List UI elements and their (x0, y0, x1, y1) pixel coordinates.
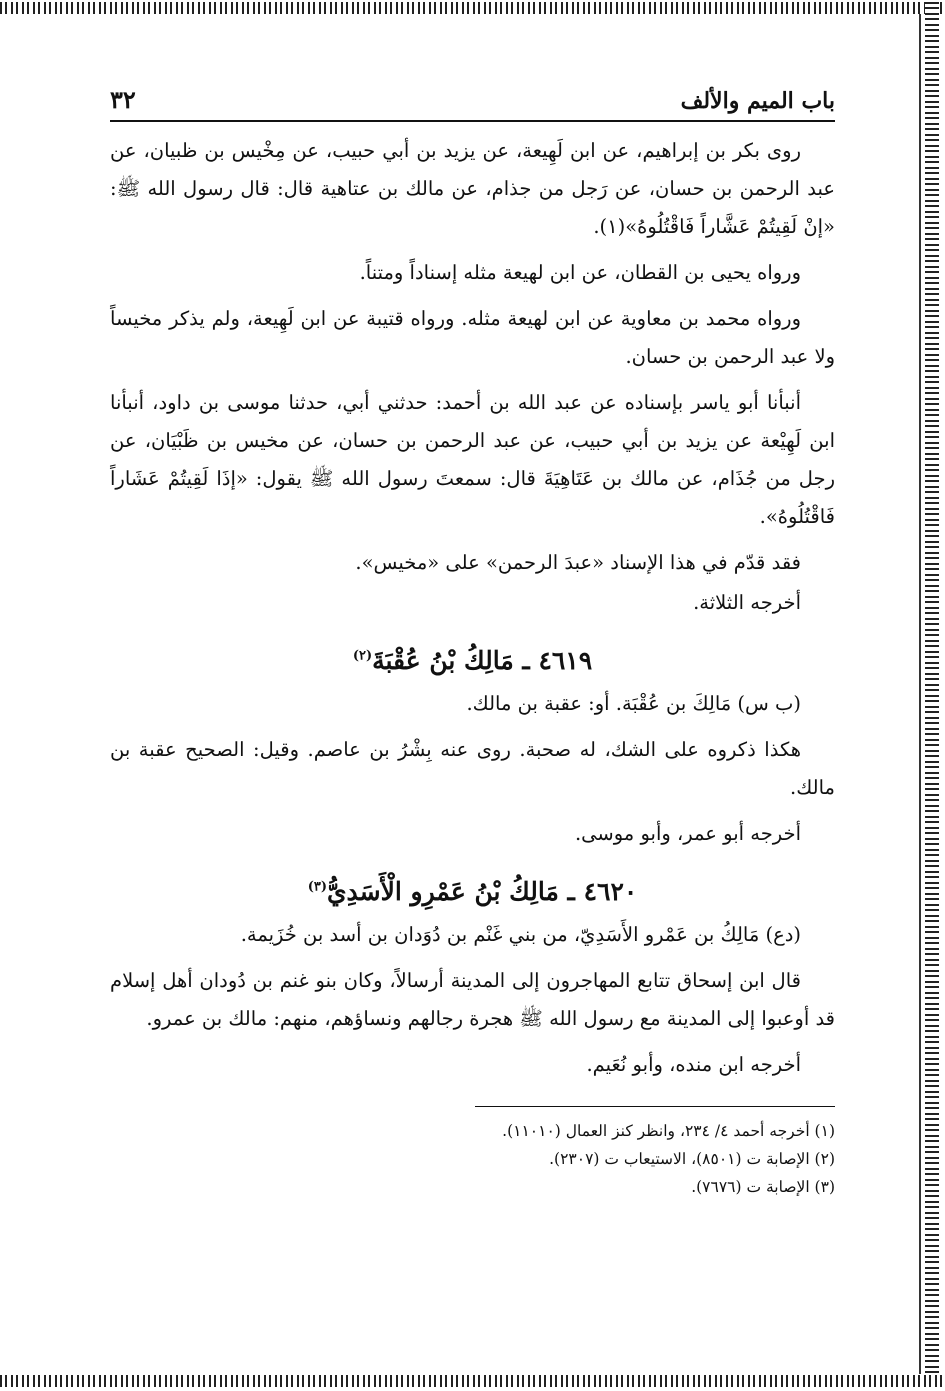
footnote: (٣) الإصابة ت (٧٦٧٦). (691, 1178, 835, 1196)
paragraph: ورواه محمد بن معاوية عن ابن لهيعة مثله. ورواه قتيبة عن ابن لَهِيعة، ولم يذكر مخيساً ولا عبد الرحمن بن حسان. (110, 307, 835, 368)
paragraph: قال ابن إسحاق تتابع المهاجرون إلى المدينة أرسالاً، وكان بنو غنم بن دُودان أهل إسلام قد أوعبوا إلى المدينة مع رسول الله ﷺ هجرة رجالهم ونساؤهم، منهم: مالك بن عمرو. (110, 969, 835, 1030)
page-body (110, 82, 835, 1201)
entry-heading (110, 646, 835, 675)
decorative-border-bottom (0, 1375, 945, 1387)
footnote: (٢) الإصابة ت (٨٥٠١)، الاستيعاب ت (٢٣٠٧). (549, 1150, 835, 1168)
paragraph: روى بكر بن إبراهيم، عن ابن لَهِيعة، عن يزيد بن أبي حبيب، عن مِخْيس بن ظبيان، عن عبد الرحمن بن حسان، عن رَجل من جذام، عن مالك بن عتاهية قال: قال رسول الله ﷺ: «إنْ لَقِيتُمْ عَشَّاراً فَاقْتُلُوهُ»(١). (110, 139, 835, 238)
paragraph: (دع) مَالِكُ بن عَمْرو الأَسَدِيّ، من بني غَنْم بن دُوَدان بن أسد بن خُزَيمة. (240, 923, 801, 946)
page-number: ٣٢ (110, 85, 136, 114)
border-rule (919, 14, 921, 1374)
paragraph: ورواه يحيى بن القطان، عن ابن لهيعة مثله إسناداً ومتناً. (359, 261, 801, 284)
paragraph: هكذا ذكروه على الشك، له صحبة. روى عنه بِشْرُ بن عاصم. وقيل: الصحيح عقبة بن مالك. (110, 738, 835, 799)
running-header (110, 82, 835, 122)
entry-heading-text: ٤٦٢٠ ـ مَالِكُ بْنُ عَمْرِو الْأَسَدِيُّ (326, 877, 638, 906)
paragraph: أخرجه أبو عمر، وأبو موسى. (574, 822, 801, 845)
entry-heading-text: ٤٦١٩ ـ مَالِكُ بْنُ عُقْبَةَ (372, 646, 593, 675)
entry-heading (110, 877, 835, 906)
decorative-border-top (0, 2, 945, 14)
footnote-separator (475, 1106, 835, 1107)
decorative-border-right (925, 2, 939, 1387)
footnote-ref: (٢) (352, 648, 373, 664)
paragraph: (ب س) مَالِكَ بن عُقْبَة. أو: عقبة بن مالك. (466, 692, 801, 715)
footnote-ref: (٣) (307, 879, 327, 895)
paragraph: أخرجه الثلاثة. (693, 591, 801, 614)
chapter-title: باب الميم والألف (680, 88, 835, 114)
paragraph: أنبأنا أبو ياسر بإسناده عن عبد الله بن أحمد: حدثني أبي، حدثنا موسى بن داود، أنبأنا ابن لَهِيْعة عن يزيد بن أبي حبيب، عن عبد الرحمن بن حسان، عن مخيس بن ظَبْيَان، عن رجل من جُذَام، عن مالك بن عَتَاهِيَةَ قال: سمعتَ رسول الله ﷺ يقول: «إذَا لَقِيتُمْ عَشَاراً فَاقْتُلُوهُ». (110, 391, 835, 528)
paragraph: فقد قدّم في هذا الإسناد «عبدَ الرحمن» على «مخيس». (355, 551, 801, 574)
footnote: (١) أخرجه أحمد ٤/ ٢٣٤، وانظر كنز العمال (١١٠١٠). (502, 1122, 835, 1140)
paragraph: أخرجه ابن منده، وأبو نُعَيم. (586, 1053, 801, 1076)
